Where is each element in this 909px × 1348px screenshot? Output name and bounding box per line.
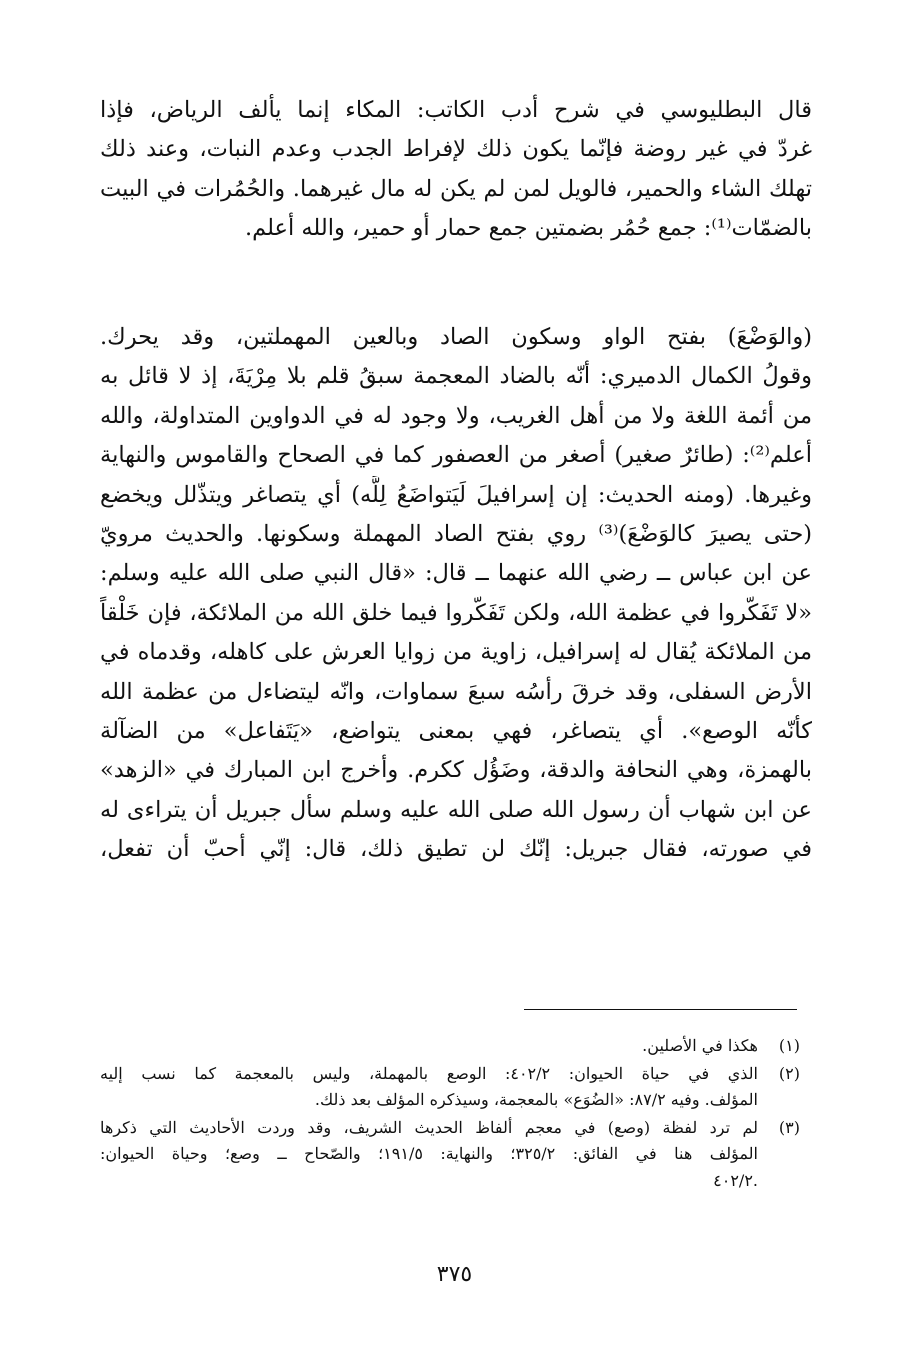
footnote-divider: [524, 1009, 797, 1010]
footnote-line: لم ترد لفظة (وصع) في معجم ألفاظ الحديث الشريف، وقد وردت الأحاديث التي ذكرها: [100, 1117, 758, 1137]
footnote-line: المؤلف هنا في الفائق: ٣٢٥/٢؛ والنهاية: ١٩١/٥؛ والصّحاح ــ وصع؛ وحياة الحيوان:: [100, 1144, 758, 1163]
footnote-line: المؤلف. وفيه ٨٧/٢: «الضُوَع» بالمعجمة، وسيذكره المؤلف بعد ذلك.: [314, 1090, 758, 1109]
footnotes: [100, 1033, 800, 1195]
footnote-3: [100, 1115, 800, 1195]
text-line: بالهمزة، وهي النحافة والدقة، وضَؤُل ككرم. وأخرج ابن المبارك في «الزهد»: [100, 757, 812, 784]
text-line: من أئمة اللغة ولا من أهل الغريب، ولا وجود له في الدواوين المتداولة، والله: [100, 402, 812, 429]
text-line: غردّ في غير روضة فإنّما يكون ذلك لإفراط الجدب وعدم النبات، وعند ذلك: [100, 136, 812, 163]
footnote-number: (١): [778, 1036, 800, 1055]
footnote-number: (٣): [778, 1117, 800, 1137]
footnote-line: هكذا في الأصلين.: [642, 1036, 758, 1055]
footnote-line: الذي في حياة الحيوان: ٤٠٢/٢: الوصع بالمهملة، وليس بالمعجمة كما نسب إليه: [100, 1063, 758, 1083]
text-line: (والوَضْعَ) بفتح الواو وسكون الصاد وبالعين المهملتين، وقد يحرك.: [100, 324, 812, 350]
paragraph-2: [100, 318, 812, 870]
footnote-2: [100, 1061, 800, 1114]
text-line: من الملائكة يُقال له إسرافيل، زاوية من زوايا العرش على كاهله، وقدماه في: [100, 639, 812, 666]
text-line: «لا تَفَكّروا في عظمة الله، ولكن تَفَكّروا فيما خلق الله من الملائكة، فإن خَلْقاً: [100, 599, 812, 626]
text-line: وقولُ الكمال الدميري: أنّه بالضاد المعجمة سبقُ قلم بلا مِرْيَةَ، إذ لا قائل به: [100, 363, 812, 390]
text-line: قال البطليوسي في شرح أدب الكاتب: المكاء إنما يألف الرياض، فإذا: [100, 97, 812, 123]
text-line: (حتى يصيرَ كالوَضْعَ)⁽³⁾ روي بفتح الصاد المهملة وسكونها. والحديث مرويّ: [100, 521, 812, 548]
page-number: ٣٧٥: [436, 1262, 473, 1287]
text-line: أعلم⁽²⁾: (طائرٌ صغير) أصغر من العصفور كما في الصحاح والقاموس والنهاية: [100, 442, 812, 469]
text-line: تهلك الشاء والحمير، فالويل لمن لم يكن له مال غيرهما. والحُمُرات في البيت: [100, 175, 812, 202]
footnote-number: (٢): [778, 1063, 800, 1083]
footnote-line: .٤٠٢/٢: [713, 1170, 758, 1190]
text-line: في صورته، فقال جبريل: إنّك لن تطيق ذلك، قال: إنّي أحبّ أن تفعل،: [100, 836, 812, 863]
text-line: الأرض السفلى، وقد خرقَ رأسُه سبعَ سماوات، وانّه ليتضاءل من عظمة الله: [100, 678, 812, 705]
text-line: كأنّه الوصع». أي يتصاغر، فهي بمعنى يتواضع، «يَتَفاعل» من الضآلة: [100, 718, 812, 745]
footnote-1: [100, 1033, 800, 1060]
text-line: وغيرها. (ومنه الحديث: إن إسرافيلَ لَيَتواضَعُ لِلَّه) أي يتصاغر ويتذّلل ويخضع: [100, 481, 812, 508]
text-line: بالضمّات⁽¹⁾: جمع حُمُر بضمتين جمع حمار أو حمير، والله أعلم.: [244, 215, 812, 242]
paragraph-1: [100, 91, 812, 249]
text-line: عن ابن عباس ــ رضي الله عنهما ــ قال: «قال النبي صلى الله عليه وسلم:: [100, 560, 812, 587]
text-line: عن ابن شهاب أن رسول الله صلى الله عليه وسلم سأل جبريل أن يتراءى له: [100, 796, 812, 823]
